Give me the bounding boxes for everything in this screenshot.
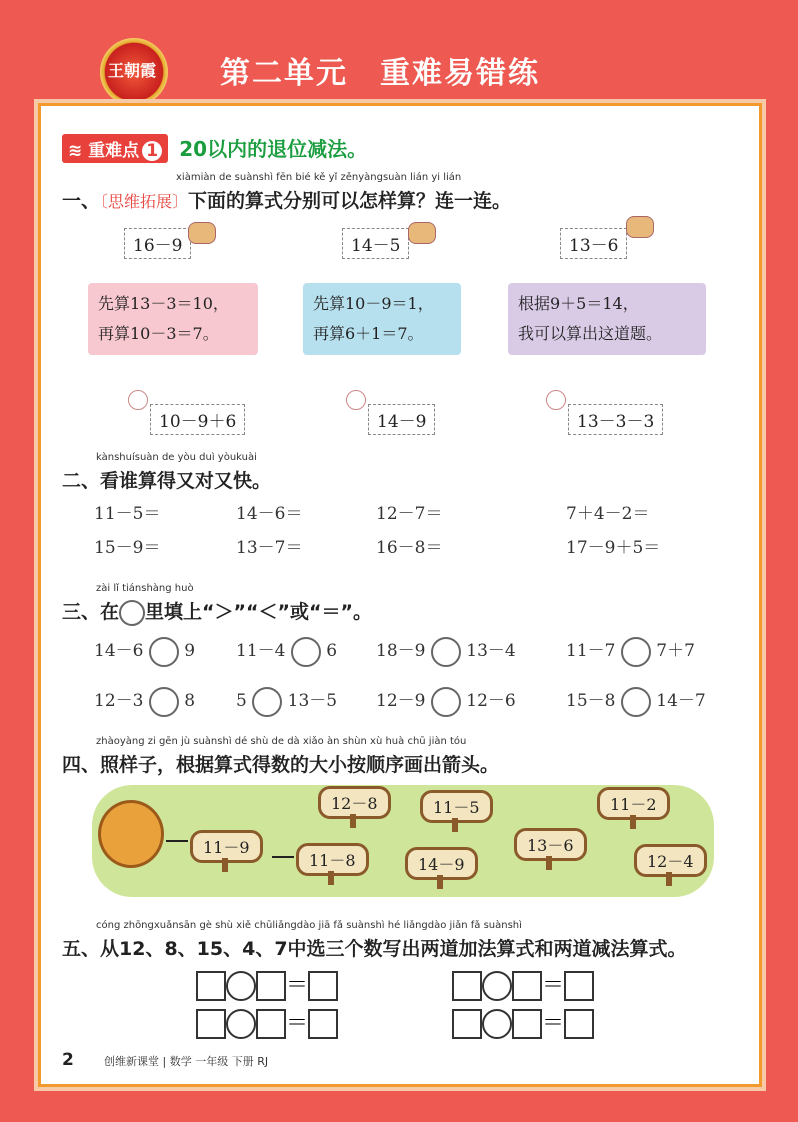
bunny-icon [546,390,566,410]
logo-text: 王朝霞 [108,61,157,80]
method-card [303,283,461,355]
flower-icon [119,600,145,626]
answer-flower[interactable] [291,637,321,667]
sign-post [452,818,458,832]
q3-left: 12－3 [94,691,144,711]
card-line: 先算10－9＝1， [313,294,434,313]
equation-template [196,1006,338,1039]
answer-flower[interactable] [149,637,179,667]
q3-left: 14－6 [94,641,144,661]
method-card [508,283,706,355]
equation-template [452,968,594,1001]
q1-top-expr: 14－5 [342,228,409,259]
q1-bottom-expr: 14－9 [368,404,435,435]
q4-label: 四、 [62,754,101,776]
equals-sign: ＝ [286,973,309,998]
q5-pinyin: cóng zhōngxuǎnsān gè shù xiě chūliǎngdào jiā fǎ suànshì hé liǎngdào jiǎn fǎ suànshì [96,920,522,931]
q2-pinyin: kànshuísuàn de yòu duì yòukuài [96,452,257,463]
card-line: 我可以算出这道题。 [518,324,663,343]
result-box[interactable] [308,971,338,1001]
q3-text: 里填上“＞”“＜”或“＝”。 [145,601,372,623]
example-arrow [166,840,188,842]
q3-pinyin: zài lǐ tiánshàng huò [96,583,194,594]
page-number: 2 [62,1050,74,1070]
section-header [62,133,367,163]
q3-left: 18－9 [376,641,426,661]
page-title: 第二单元 重难易错练 [220,56,540,91]
q1-top-expr: 16－9 [124,228,191,259]
q3-item [566,686,706,717]
example-arrow [272,856,294,858]
result-box[interactable] [564,971,594,1001]
q1-top-expr: 13－6 [560,228,627,259]
equals-sign: ＝ [286,1011,309,1036]
number-box[interactable] [452,971,482,1001]
number-box[interactable] [196,971,226,1001]
footer-text: 创维新课堂 | 数学 一年级 下册 RJ [104,1055,269,1068]
q3-left: 12－9 [376,691,426,711]
q2-item: 17－9＋5＝ [566,538,661,558]
number-sign[interactable]: 12－8 [318,786,391,819]
q2-item: 7＋4－2＝ [566,504,650,524]
q3-left: 15－8 [566,691,616,711]
q2-item: 16－8＝ [376,538,443,558]
q3-left: 11－4 [236,641,286,661]
dog-icon [626,216,654,238]
number-sign[interactable]: 14－9 [405,847,478,880]
q4-pinyin: zhàoyàng zi gēn jù suànshì dé shù de dà xiǎo àn shùn xù huà chū jiàn tóu [96,736,467,747]
equals-sign: ＝ [542,1011,565,1036]
q3-right: 14－7 [656,691,706,711]
q1-pinyin: xiàmiàn de suànshì fēn bié kě yǐ zěnyàngsuàn lián yi lián [176,172,462,183]
q1-bottom-expr: 13－3－3 [568,404,663,435]
card-line: 再算10－3＝7。 [98,324,219,343]
dog-icon [188,222,216,244]
q1-heading [62,186,511,213]
equation-template [452,1006,594,1039]
answer-flower[interactable] [621,687,651,717]
q3-left: 5 [236,691,247,711]
operator-circle[interactable] [482,1009,512,1039]
result-box[interactable] [564,1009,594,1039]
answer-flower[interactable] [621,637,651,667]
q3-right: 13－5 [287,691,338,711]
q2-item: 15－9＝ [94,538,161,558]
q5-text: 从12、8、15、4、7中选三个数写出两道加法算式和两道减法算式。 [100,938,687,960]
q1-tag: 〔思维拓展〕 [100,192,189,211]
q1-text: 下面的算式分别可以怎样算？连一连。 [188,190,512,212]
sign-post [546,856,552,870]
q2-item: 12－7＝ [376,504,443,524]
q3-item [376,686,516,717]
q3-right: 7＋7 [656,641,695,661]
q5-heading [62,934,687,961]
q2-item: 11－5＝ [94,504,161,524]
q5-label: 五、 [62,938,101,960]
equation-template [196,968,338,1001]
q3-right: 9 [184,641,196,661]
q3-item [236,636,337,667]
card-line: 再算6＋1＝7。 [313,324,424,343]
answer-flower[interactable] [431,687,461,717]
sign-post [350,814,356,828]
answer-flower[interactable] [149,687,179,717]
number-sign[interactable]: 11－9 [190,830,263,863]
number-box[interactable] [196,1009,226,1039]
equals-sign: ＝ [542,973,565,998]
number-sign[interactable]: 11－2 [597,787,670,820]
q3-heading [62,597,372,626]
q1-bottom-expr: 10－9＋6 [150,404,245,435]
bunny-icon [128,390,148,410]
q4-heading [62,750,499,777]
badge-label: 重难点 [88,141,140,161]
q3-label: 三、 [62,601,101,623]
number-sign[interactable]: 13－6 [514,828,587,861]
section-title: 20以内的退位减法。 [179,137,368,161]
q2-label: 二、 [62,470,101,492]
answer-flower[interactable] [252,687,282,717]
number-sign[interactable]: 12－4 [634,844,707,877]
q3-item [566,636,695,667]
sign-post [437,875,443,889]
q2-item: 14－6＝ [236,504,303,524]
bunny-icon [346,390,366,410]
badge-number: 1 [142,141,162,161]
q3-right: 12－6 [466,691,516,711]
number-sign[interactable]: 11－5 [420,790,493,823]
operator-circle[interactable] [226,1009,256,1039]
q3-item [94,636,195,667]
q2-item: 13－7＝ [236,538,303,558]
q3-right: 13－4 [466,641,516,661]
section-badge: ≋ 重难点 1 [62,134,168,163]
card-line: 先算13－3＝10， [98,294,229,313]
number-sign[interactable]: 11－8 [296,843,369,876]
sign-post [630,815,636,829]
result-box[interactable] [308,1009,338,1039]
dog-icon [408,222,436,244]
q3-item [94,686,195,717]
method-card [88,283,258,355]
q3-right: 6 [326,641,338,661]
q3-right: 8 [184,691,196,711]
publisher-logo [100,38,168,106]
q1-label: 一、 [62,190,101,212]
number-box[interactable] [512,971,542,1001]
sign-post [328,871,334,885]
operator-circle[interactable] [482,971,512,1001]
q3-text: 在 [100,601,120,623]
number-box[interactable] [256,1009,286,1039]
lion-icon [98,800,164,868]
q2-text: 看谁算得又对又快。 [100,470,272,492]
card-line: 根据9＋5＝14， [518,294,639,313]
operator-circle[interactable] [226,971,256,1001]
sign-post [666,872,672,886]
q4-text: 照样子，根据算式得数的大小按顺序画出箭头。 [100,754,500,776]
q3-item [376,636,516,667]
number-box[interactable] [452,1009,482,1039]
q2-heading [62,466,271,493]
number-box[interactable] [256,971,286,1001]
number-box[interactable] [512,1009,542,1039]
q3-item [236,686,337,717]
answer-flower[interactable] [431,637,461,667]
sign-post [222,858,228,872]
q3-left: 11－7 [566,641,616,661]
